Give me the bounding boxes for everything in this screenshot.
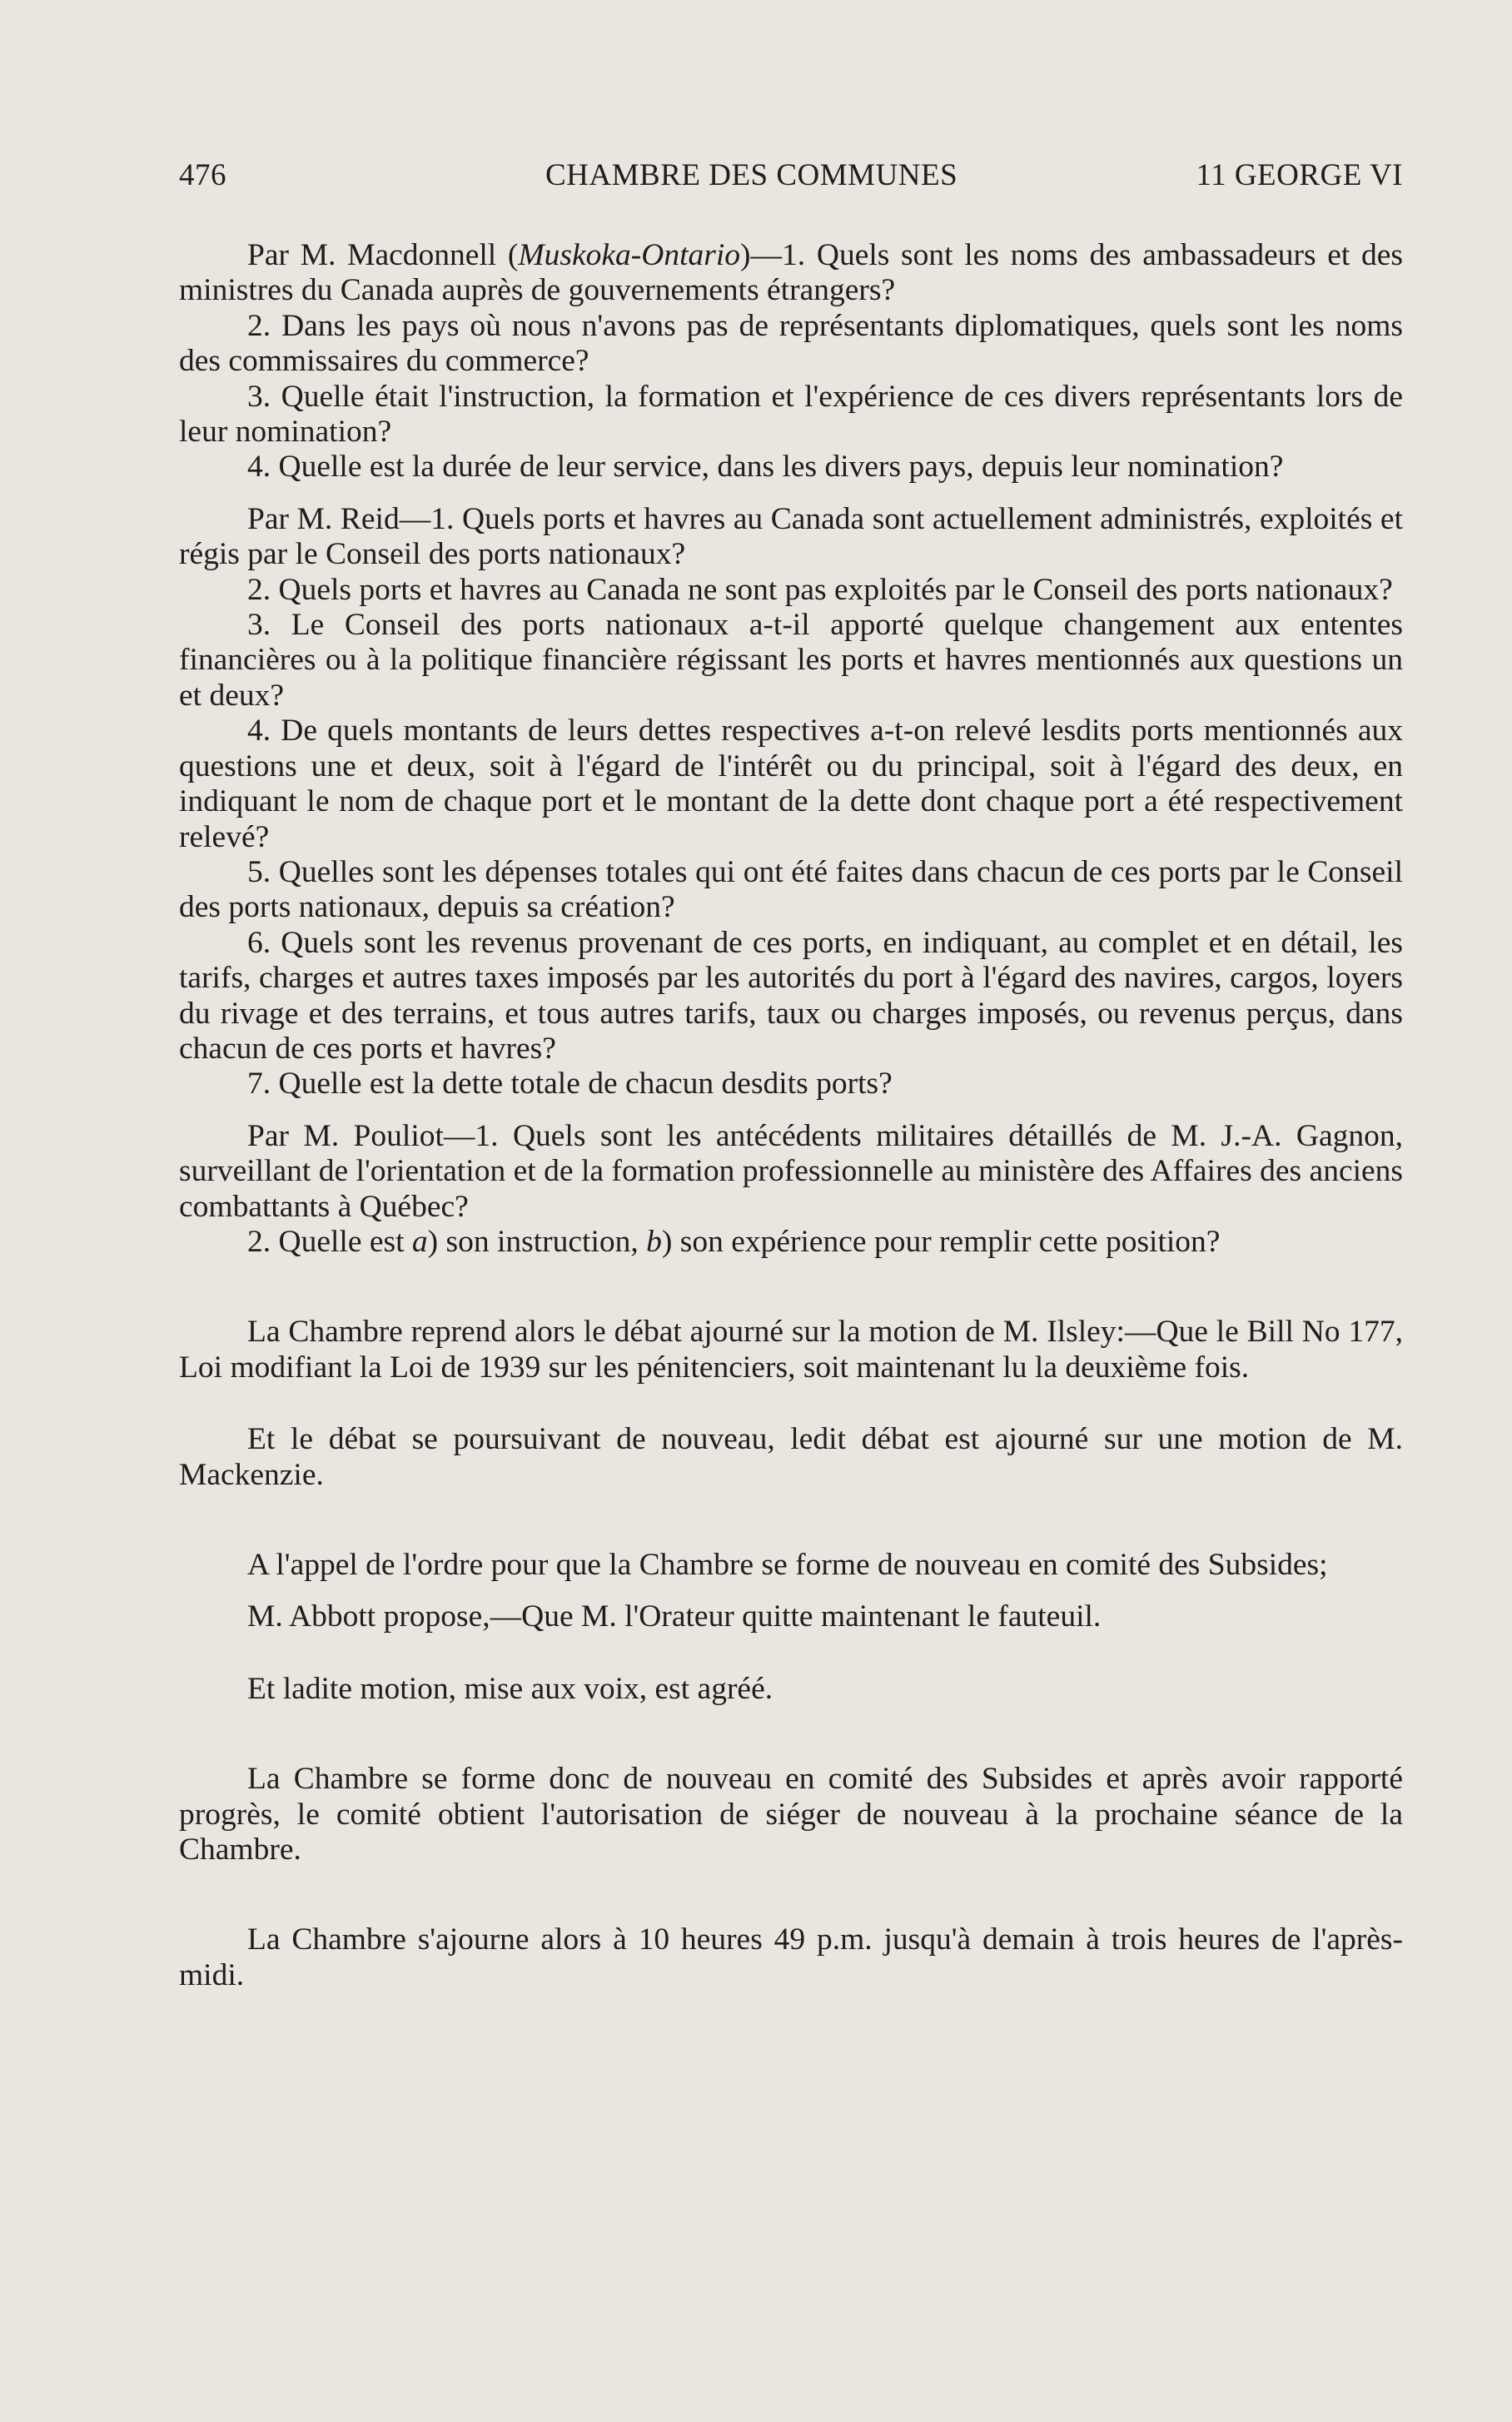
text-span: )—1. Quels sont les noms des ambassadeurs et des ministres du Canada auprès de gouvernements étrangers?: [179, 238, 1403, 308]
running-title: CHAMBRE DES COMMUNES: [545, 158, 958, 192]
paragraph-reid-q3: 3. Le Conseil des ports nationaux a-t-il apporté quelque changement aux ententes financières ou à la politique financière régissant les ports et havres mentionnés aux questions un et deux?: [179, 608, 1403, 713]
paragraph-adjournment: La Chambre s'ajourne alors à 10 heures 49 p.m. jusqu'à demain à trois heures de l'après-midi.: [179, 1922, 1403, 1992]
paragraph-pouliot-q1: Par M. Pouliot—1. Quels sont les antécédents militaires détaillés de M. J.-A. Gagnon, surveillant de l'orientation et de la formation professionnelle au ministère des Affaires des anciens combattants à Québec?: [179, 1118, 1403, 1224]
running-title-right: 11 GEORGE VI: [1196, 158, 1403, 192]
paragraph-macdonnell-q3: 3. Quelle était l'instruction, la formation et l'expérience de ces divers représentants lors de leur nomination?: [179, 379, 1403, 450]
paragraph-reid-q7: 7. Quelle est la dette totale de chacun desdits ports?: [247, 1067, 893, 1102]
paragraph-pouliot-q2: [179, 1225, 1403, 1260]
text-span: ) son instruction,: [427, 1224, 647, 1259]
item-letter: a: [411, 1224, 428, 1259]
paragraph-macdonnell-q4: 4. Quelle est la durée de leur service, dans les divers pays, depuis leur nomination?: [247, 450, 1284, 485]
text-span: Par M. Macdonnell (: [247, 238, 519, 272]
riding-name: Muskoka-Ontario: [518, 238, 741, 272]
page-body: [179, 238, 1403, 1993]
paragraph-debate-resumed: La Chambre reprend alors le débat ajourné sur la motion de M. Ilsley:—Que le Bill No 177, Loi modifiant la Loi de 1939 sur les pénitenciers, soit maintenant lu la deuxième fois.: [179, 1315, 1403, 1385]
item-letter: b: [646, 1224, 662, 1259]
paragraph-reid-q1: Par M. Reid—1. Quels ports et havres au Canada sont actuellement administrés, exploités et régis par le Conseil des ports nationaux?: [179, 501, 1403, 572]
text-span: ) son expérience pour remplir cette position?: [661, 1224, 1221, 1259]
paragraph-reid-q4: 4. De quels montants de leurs dettes respectives a-t-on relevé lesdits ports mentionnés aux questions une et deux, soit à l'égard de l'intérêt ou du principal, soit à l'égard des deux, en indiquant le nom de chaque port et le montant de la dette dont chaque port a été respectivement relevé?: [179, 714, 1403, 854]
paragraph-macdonnell-q2: 2. Dans les pays où nous n'avons pas de représentants diplomatiques, quels sont les noms des commissaires du commerce?: [179, 308, 1403, 379]
paragraph-motion-agreed: Et ladite motion, mise aux voix, est agréé.: [247, 1671, 773, 1706]
paragraph-reid-q5: 5. Quelles sont les dépenses totales qui ont été faites dans chacun de ces ports par le Conseil des ports nationaux, depuis sa création?: [179, 854, 1403, 925]
paragraph-reid-q2: 2. Quels ports et havres au Canada ne sont pas exploités par le Conseil des ports nationaux?: [247, 572, 1393, 607]
paragraph-macdonnell-q1: [179, 238, 1403, 309]
page-number: 476: [179, 158, 226, 192]
paragraph-committee: La Chambre se forme donc de nouveau en comité des Subsides et après avoir rapporté progrès, le comité obtient l'autorisation de siéger de nouveau à la prochaine séance de la Chambre.: [179, 1762, 1403, 1867]
paragraph-debate-adjourned: Et le débat se poursuivant de nouveau, ledit débat est ajourné sur une motion de M. Mackenzie.: [179, 1422, 1403, 1492]
paragraph-order-called: A l'appel de l'ordre pour que la Chambre se forme de nouveau en comité des Subsides;: [247, 1548, 1328, 1582]
page-header: [179, 157, 1403, 199]
paragraph-abbott-motion: M. Abbott propose,—Que M. l'Orateur quitte maintenant le fauteuil.: [247, 1599, 1102, 1634]
paragraph-reid-q6: 6. Quels sont les revenus provenant de ces ports, en indiquant, au complet et en détail, les tarifs, charges et autres taxes imposés par les autorités du port à l'égard des navires, cargos, loyers du rivage et des terrains, et tous autres tarifs, taux ou charges imposés, ou revenus perçus, dans chacun de ces ports et havres?: [179, 925, 1403, 1066]
text-span: 2. Quelle est: [247, 1224, 412, 1259]
